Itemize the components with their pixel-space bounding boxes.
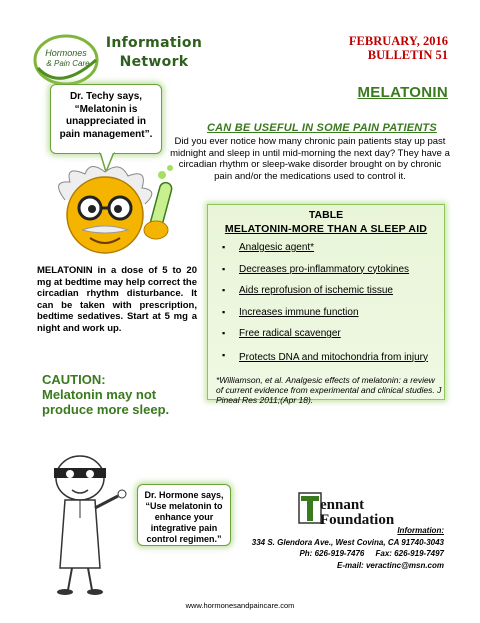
dr-hormone-speech-bubble: Dr. Hormone says, “Use melatonin to enhance your integrative pain control regimen.” <box>137 484 231 546</box>
bullet-icon: ▪ <box>222 328 226 338</box>
bullet-icon: ▪ <box>222 349 226 360</box>
dose-paragraph: MELATONIN in a dose of 5 to 20 mg at bedtime may help correct the circadian rhythm disturbance. It can be taken with prescription, bedtime sedatives. Start at 5 mg a night and work up. <box>37 265 197 334</box>
intro-paragraph: Did you ever notice how many chronic pain patients stay up past midnight and sleep in until mid-morning the next day? They have a circadian rhythm or sleep-wake disorder brought on by chronic pain and/or the medications used to control it. <box>170 136 450 182</box>
bullet-icon: ▪ <box>222 263 226 274</box>
list-item: ▪ Increases immune function <box>222 306 359 318</box>
contact-info: Information: 334 S. Glendora Ave., West Covina, CA 91740-3043 Ph: 626-919-7476 Fax: 626-919-7497 E-mail: veractinc@msn.com <box>251 526 444 570</box>
list-item: ▪ Free radical scavenger <box>222 328 341 339</box>
tennant-t-logo-icon <box>298 492 322 524</box>
page-title: MELATONIN <box>357 84 448 101</box>
list-item: ▪ Decreases pro-inflammatory cytokines <box>222 263 410 275</box>
table-reference: *Williamson, et al. Analgesic effects of melatonin: a review of current evidence from experimental and clinical studies. J Pineal Res 2011;(Apr 18). <box>216 375 442 405</box>
subtitle: CAN BE USEFUL IN SOME PAIN PATIENTS <box>207 122 437 134</box>
list-item: ▪ Analgesic agent* <box>222 242 315 253</box>
bulletin-date: FEBRUARY, 2016 BULLETIN 51 <box>348 34 448 62</box>
svg-text:& Pain Care: & Pain Care <box>46 59 90 68</box>
table-heading: MELATONIN-MORE THAN A SLEEP AID <box>224 223 428 235</box>
website-link[interactable]: www.hormonesandpaincare.com <box>185 601 295 610</box>
table-list <box>222 241 442 383</box>
caution-note: CAUTION: Melatonin may not produce more sleep. <box>42 372 170 417</box>
table-label: TABLE <box>308 209 344 221</box>
list-item: ▪ Aids reprofusion of ischemic tissue <box>222 285 393 296</box>
network-title: Information Network <box>105 35 203 70</box>
dr-techy-speech-bubble: Dr. Techy says, “Melatonin is unappreciated in pain management”. <box>50 84 162 154</box>
bullet-icon: ▪ <box>222 285 226 295</box>
hormones-pain-care-logo <box>30 30 102 90</box>
list-item: ▪ Protects DNA and mitochondria from injury <box>222 349 428 363</box>
bullet-icon: ▪ <box>222 242 226 252</box>
foundation-name-line1: ennant <box>320 497 365 513</box>
melatonin-table <box>207 204 445 405</box>
bullet-icon: ▪ <box>222 306 226 317</box>
foundation-name-line2: Foundation <box>320 512 395 528</box>
svg-text:Hormones: Hormones <box>45 48 87 58</box>
dr-hormone-character-icon <box>40 448 140 598</box>
